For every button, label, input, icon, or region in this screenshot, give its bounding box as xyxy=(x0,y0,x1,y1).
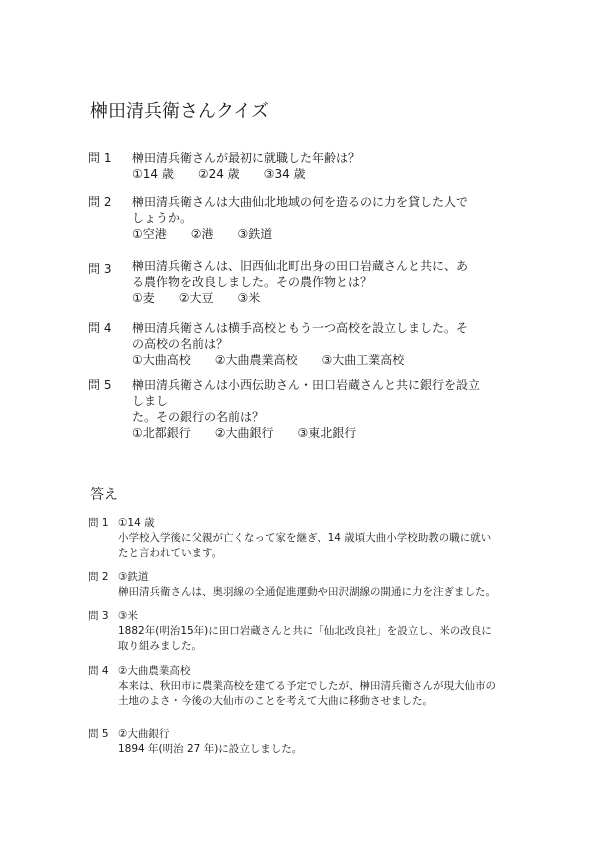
answer-body xyxy=(118,609,506,654)
question-options: ①空港 ②港 ③鉄道 xyxy=(132,227,273,241)
question-text-line: の高校の名前は？ xyxy=(132,337,229,351)
answer-number: 問 3 xyxy=(88,610,109,622)
answer-body xyxy=(118,516,506,561)
question-options: ①大曲高校 ②大曲農業高校 ③大曲工業高校 xyxy=(132,353,405,367)
answer-number: 問 5 xyxy=(88,728,109,740)
page-title: 榊田清兵衛さんクイズ xyxy=(90,101,269,122)
question-body xyxy=(132,258,482,306)
question-options: ①14 歳 ②24 歳 ③34 歳 xyxy=(132,167,306,181)
answer-body xyxy=(118,570,506,600)
question-number: 問 4 xyxy=(88,321,112,335)
question-text-line: た。その銀行の名前は？ xyxy=(132,410,265,424)
answer-choice: ③鉄道 xyxy=(118,571,149,583)
question-text-line: る農作物を改良しました。その農作物とは？ xyxy=(132,275,373,289)
question-body xyxy=(132,194,482,242)
answer-text-line: 取り組みました。 xyxy=(118,640,202,652)
answer-choice: ③米 xyxy=(118,610,138,622)
question-text-line: しょうか。 xyxy=(132,211,193,225)
question-text-line: 榊田清兵衛さんは小西伝助さん・田口岩蔵さんと共に銀行を設立しまし xyxy=(132,378,481,408)
question-body xyxy=(132,320,482,368)
answer-text-line: 土地のよさ・今後の大仙市のことを考えて大曲に移動させました。 xyxy=(118,695,433,707)
answer-text-line: 小学校入学後に父親が亡くなって家を継ぎ、14 歳頃大曲小学校助教の職に就い xyxy=(118,532,492,544)
question-body xyxy=(132,377,482,441)
question-body xyxy=(132,150,482,182)
question-number: 問 2 xyxy=(88,195,112,209)
answer-choice: ①14 歳 xyxy=(118,517,155,529)
answer-number: 問 1 xyxy=(88,517,109,529)
question-options: ①麦 ②大豆 ③米 xyxy=(132,291,261,305)
question-text-line: 榊田清兵衛さんは横手高校ともう一つ高校を設立しました。そ xyxy=(132,321,469,335)
answer-choice: ②大曲銀行 xyxy=(118,728,170,740)
question-number: 問 5 xyxy=(88,378,112,392)
answer-number: 問 2 xyxy=(88,571,109,583)
answer-text-line: 本来は、秋田市に農業高校を建てる予定でしたが、榊田清兵衛さんが現大仙市の xyxy=(118,680,496,692)
answers-heading: 答え xyxy=(90,487,118,503)
question-options: ①北都銀行 ②大曲銀行 ③東北銀行 xyxy=(132,426,357,440)
question-text-line: 榊田清兵衛さんは、旧西仙北町出身の田口岩蔵さんと共に、あ xyxy=(132,259,469,273)
question-text-line: 榊田清兵衛さんは大曲仙北地域の何を造るのに力を貸した人で xyxy=(132,195,469,209)
answer-body xyxy=(118,664,506,709)
answer-text-line: 1894 年(明治 27 年)に設立しました。 xyxy=(118,743,303,755)
answer-text-line: 1882年(明治15年)に田口岩蔵さんと共に「仙北改良社」を設立し、米の改良に xyxy=(118,625,492,637)
answer-body xyxy=(118,727,506,757)
question-number: 問 3 xyxy=(88,262,112,276)
answer-text-line: たと言われています。 xyxy=(118,547,223,559)
answer-choice: ②大曲農業高校 xyxy=(118,665,191,677)
answer-number: 問 4 xyxy=(88,665,109,677)
question-text-line: 榊田清兵衛さんが最初に就職した年齢は？ xyxy=(132,151,361,165)
question-number: 問 1 xyxy=(88,151,112,165)
answer-text-line: 榊田清兵衛さんは、奥羽線の全通促進運動や田沢湖線の開通に力を注ぎました。 xyxy=(118,586,496,598)
